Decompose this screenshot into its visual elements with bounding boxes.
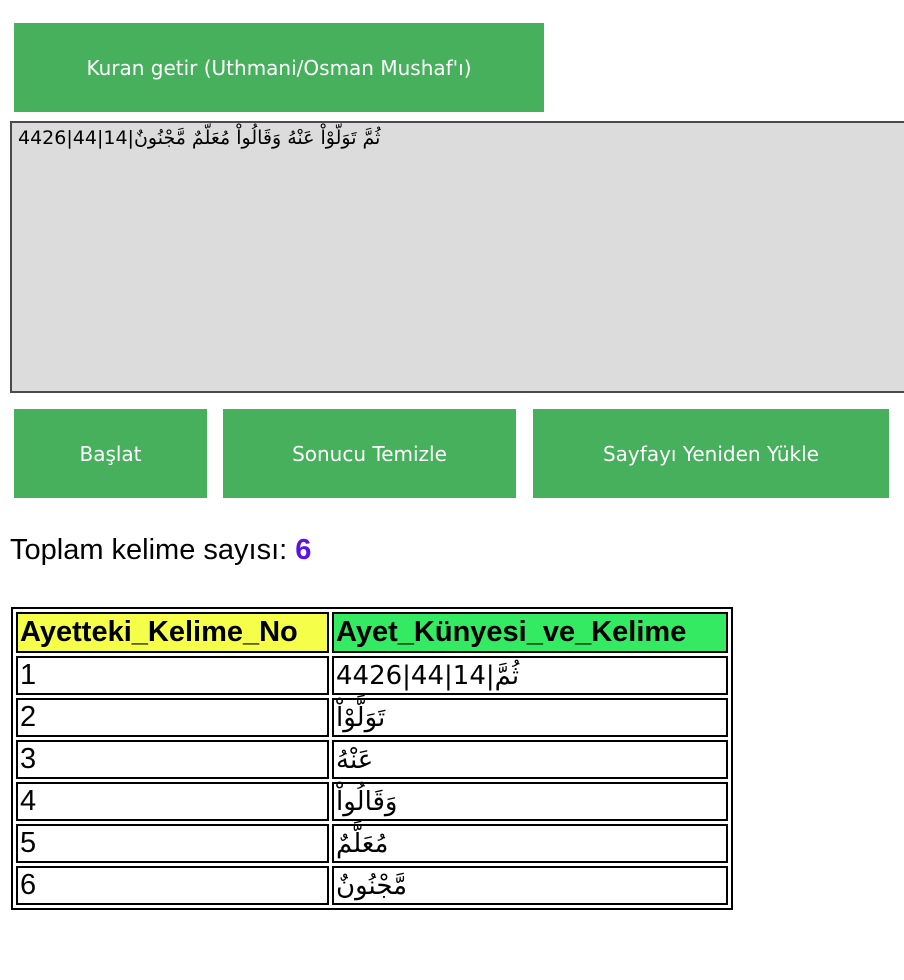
table-row: [16, 698, 728, 737]
table-row: [16, 740, 728, 779]
cell-word-no: 1: [16, 656, 329, 695]
cell-word: تَوَلَّوْاْ: [332, 698, 728, 737]
cell-word-no: 4: [16, 782, 329, 821]
cell-word: 4426|44|14|ثُمَّ: [332, 656, 728, 695]
result-table: [11, 607, 733, 910]
header-word-no: Ayetteki_Kelime_No: [16, 612, 329, 653]
word-count-label: Toplam kelime sayısı:: [10, 534, 296, 566]
clear-result-button[interactable]: Sonucu Temizle: [223, 409, 516, 498]
cell-word: مُعَلَّمٌ: [332, 824, 728, 863]
cell-word: مَّجْنُونٌ: [332, 866, 728, 905]
cell-word-no: 2: [16, 698, 329, 737]
word-count-value: 6: [295, 534, 312, 566]
header-verse-and-word: Ayet_Künyesi_ve_Kelime: [332, 612, 728, 653]
cell-word-no: 3: [16, 740, 329, 779]
cell-word-no: 6: [16, 866, 329, 905]
cell-word: عَنْهُ: [332, 740, 728, 779]
table-row: [16, 656, 728, 695]
start-button[interactable]: Başlat: [14, 409, 207, 498]
reload-page-button[interactable]: Sayfayı Yeniden Yükle: [533, 409, 889, 498]
table-row: [16, 824, 728, 863]
table-row: [16, 866, 728, 905]
word-count-summary: [10, 534, 311, 567]
cell-word-no: 5: [16, 824, 329, 863]
quran-text-input[interactable]: ثُمَّ تَوَلَّوْاْ عَنْهُ وَقَالُواْ مُعَلَّمٌ مَّجْنُونٌ|14|44|4426: [10, 121, 904, 393]
table-header-row: [16, 612, 728, 653]
fetch-quran-button[interactable]: Kuran getir (Uthmani/Osman Mushaf'ı): [14, 23, 544, 112]
table-row: [16, 782, 728, 821]
cell-word: وَقَالُواْ: [332, 782, 728, 821]
